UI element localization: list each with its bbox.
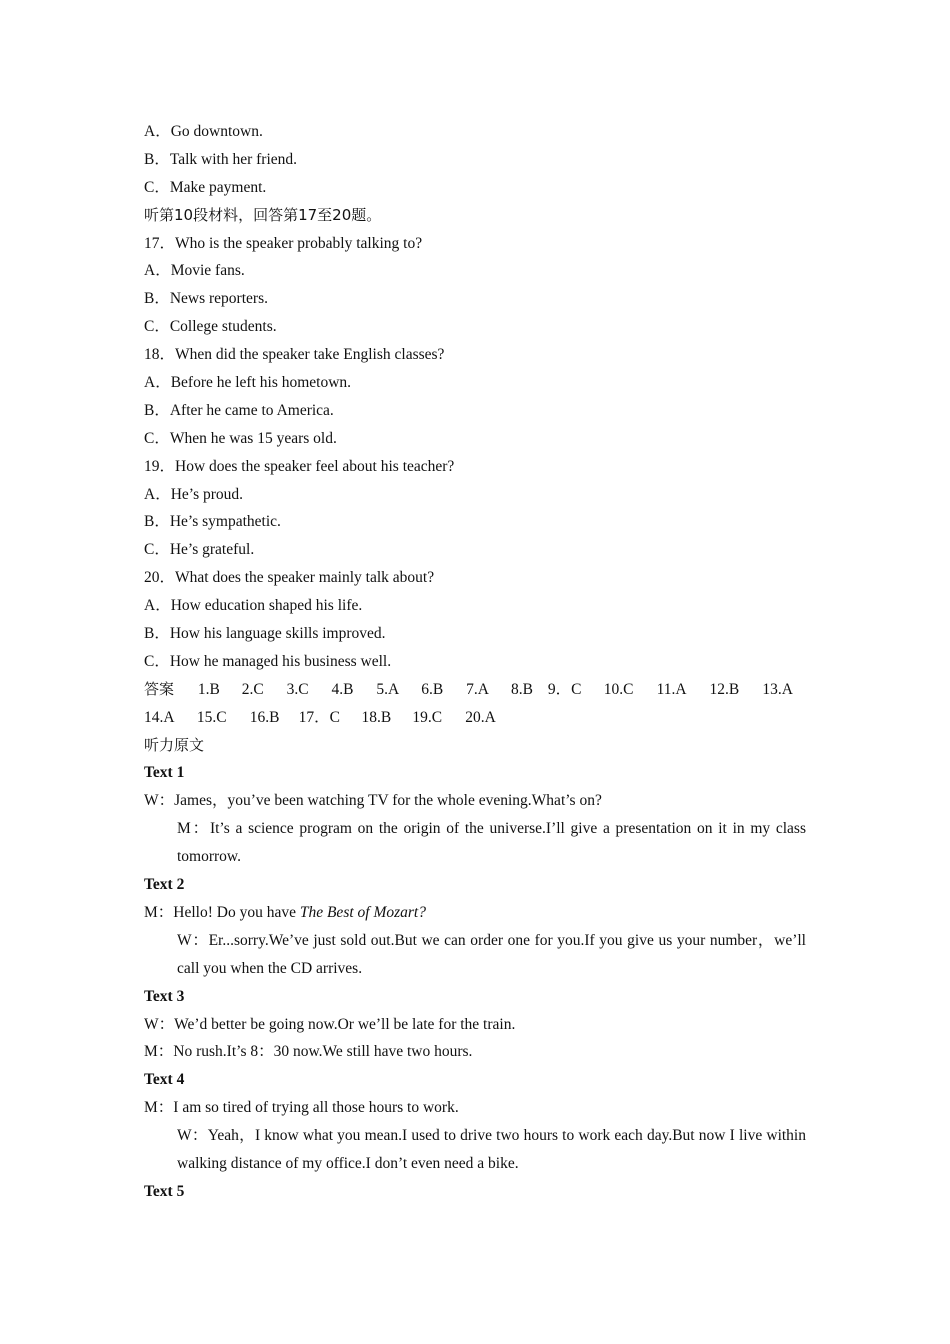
text-3-title: Text 3: [144, 987, 185, 1005]
q20-option-a: A．How education shaped his life.: [144, 597, 363, 615]
answer-item: 3.C: [286, 680, 309, 698]
answer-key-label: 答案: [144, 679, 175, 698]
q17-option-a: A．Movie fans.: [144, 262, 245, 280]
text-4-man: M：I am so tired of trying all those hours to work.: [144, 1099, 459, 1117]
q19-option-b: B．He’s sympathetic.: [144, 513, 281, 531]
q20-stem: 20．What does the speaker mainly talk about?: [144, 569, 435, 587]
q20-option-b: B．How his language skills improved.: [144, 625, 386, 643]
answer-item: 5.A: [376, 680, 400, 698]
answer-item: 18.B: [361, 708, 392, 726]
section-10-instruction: 听第10段材料，回答第17至20题。: [144, 205, 382, 224]
text-4-woman: W：Yeah，I know what you mean.I used to drive two hours to work each day.But now I live within walking distance of my office.I don’t even need a bike.: [177, 1127, 806, 1173]
answer-item: 20.A: [465, 708, 496, 726]
answer-item: 12.B: [709, 680, 740, 698]
answer-item: 13.A: [762, 680, 793, 698]
q18-stem: 18．When did the speaker take English classes?: [144, 346, 445, 364]
answer-item: 15.C: [196, 708, 227, 726]
q17-stem: 17．Who is the speaker probably talking to?: [144, 234, 423, 252]
text-4-title: Text 4: [144, 1071, 185, 1089]
text-1-man: M：It’s a science program on the origin of the universe.I’ll give a presentation on it in my class tomorrow.: [177, 820, 806, 866]
q17-option-b: B．News reporters.: [144, 290, 268, 308]
answer-item: 19.C: [412, 708, 443, 726]
transcript-heading: 听力原文: [144, 735, 205, 754]
q18-option-a: A．Before he left his hometown.: [144, 374, 352, 392]
answer-item: 7.A: [466, 680, 489, 698]
q16-option-a: A．Go downtown.: [144, 123, 263, 140]
page-content: [144, 118, 806, 1206]
q16-option-c: C．Make payment.: [144, 178, 267, 196]
answer-item: 11.A: [656, 680, 687, 698]
text-3-woman: W：We’d better be going now.Or we’ll be late for the train.: [144, 1015, 516, 1033]
answer-item: 10.C: [603, 680, 634, 698]
q19-option-c: C．He’s grateful.: [144, 541, 255, 559]
q19-option-a: A．He’s proud.: [144, 485, 244, 503]
answer-item: 2.C: [241, 680, 264, 698]
text-2-man-prefix: M：Hello! Do you have: [144, 903, 300, 921]
answer-item: 8.B: [511, 680, 533, 698]
answer-item: 1.B: [197, 680, 220, 698]
answer-item: 17．C: [298, 708, 340, 726]
q20-option-c: C．How he managed his business well.: [144, 652, 392, 670]
answer-key-row-1: [144, 676, 806, 704]
q18-option-c: C．When he was 15 years old.: [144, 429, 337, 447]
text-2-cd-title: The Best of Mozart?: [299, 903, 426, 921]
answer-item: 9．C: [547, 680, 582, 698]
q16-option-b: B．Talk with her friend.: [144, 150, 298, 168]
q18-option-b: B．After he came to America.: [144, 401, 334, 419]
answer-item: 14.A: [144, 708, 175, 726]
answer-item: 4.B: [331, 680, 354, 698]
text-2-woman: W：Er...sorry.We’ve just sold out.But we can order one for you.If you give us your number，we’ll call you when the CD arrives.: [177, 931, 806, 977]
text-5-title: Text 5: [144, 1182, 185, 1200]
answer-item: 16.B: [249, 708, 280, 726]
text-2-title: Text 2: [144, 876, 185, 894]
text-1-title: Text 1: [144, 764, 185, 782]
q19-stem: 19．How does the speaker feel about his teacher?: [144, 457, 455, 475]
answer-item: 6.B: [421, 680, 444, 698]
text-3-man: M：No rush.It’s 8：30 now.We still have two hours.: [144, 1043, 473, 1061]
q17-option-c: C．College students.: [144, 318, 277, 336]
text-2-man: [144, 899, 806, 927]
text-1-woman: W：James，you’ve been watching TV for the whole evening.What’s on?: [144, 792, 602, 810]
answer-key-row-2: [144, 704, 806, 732]
